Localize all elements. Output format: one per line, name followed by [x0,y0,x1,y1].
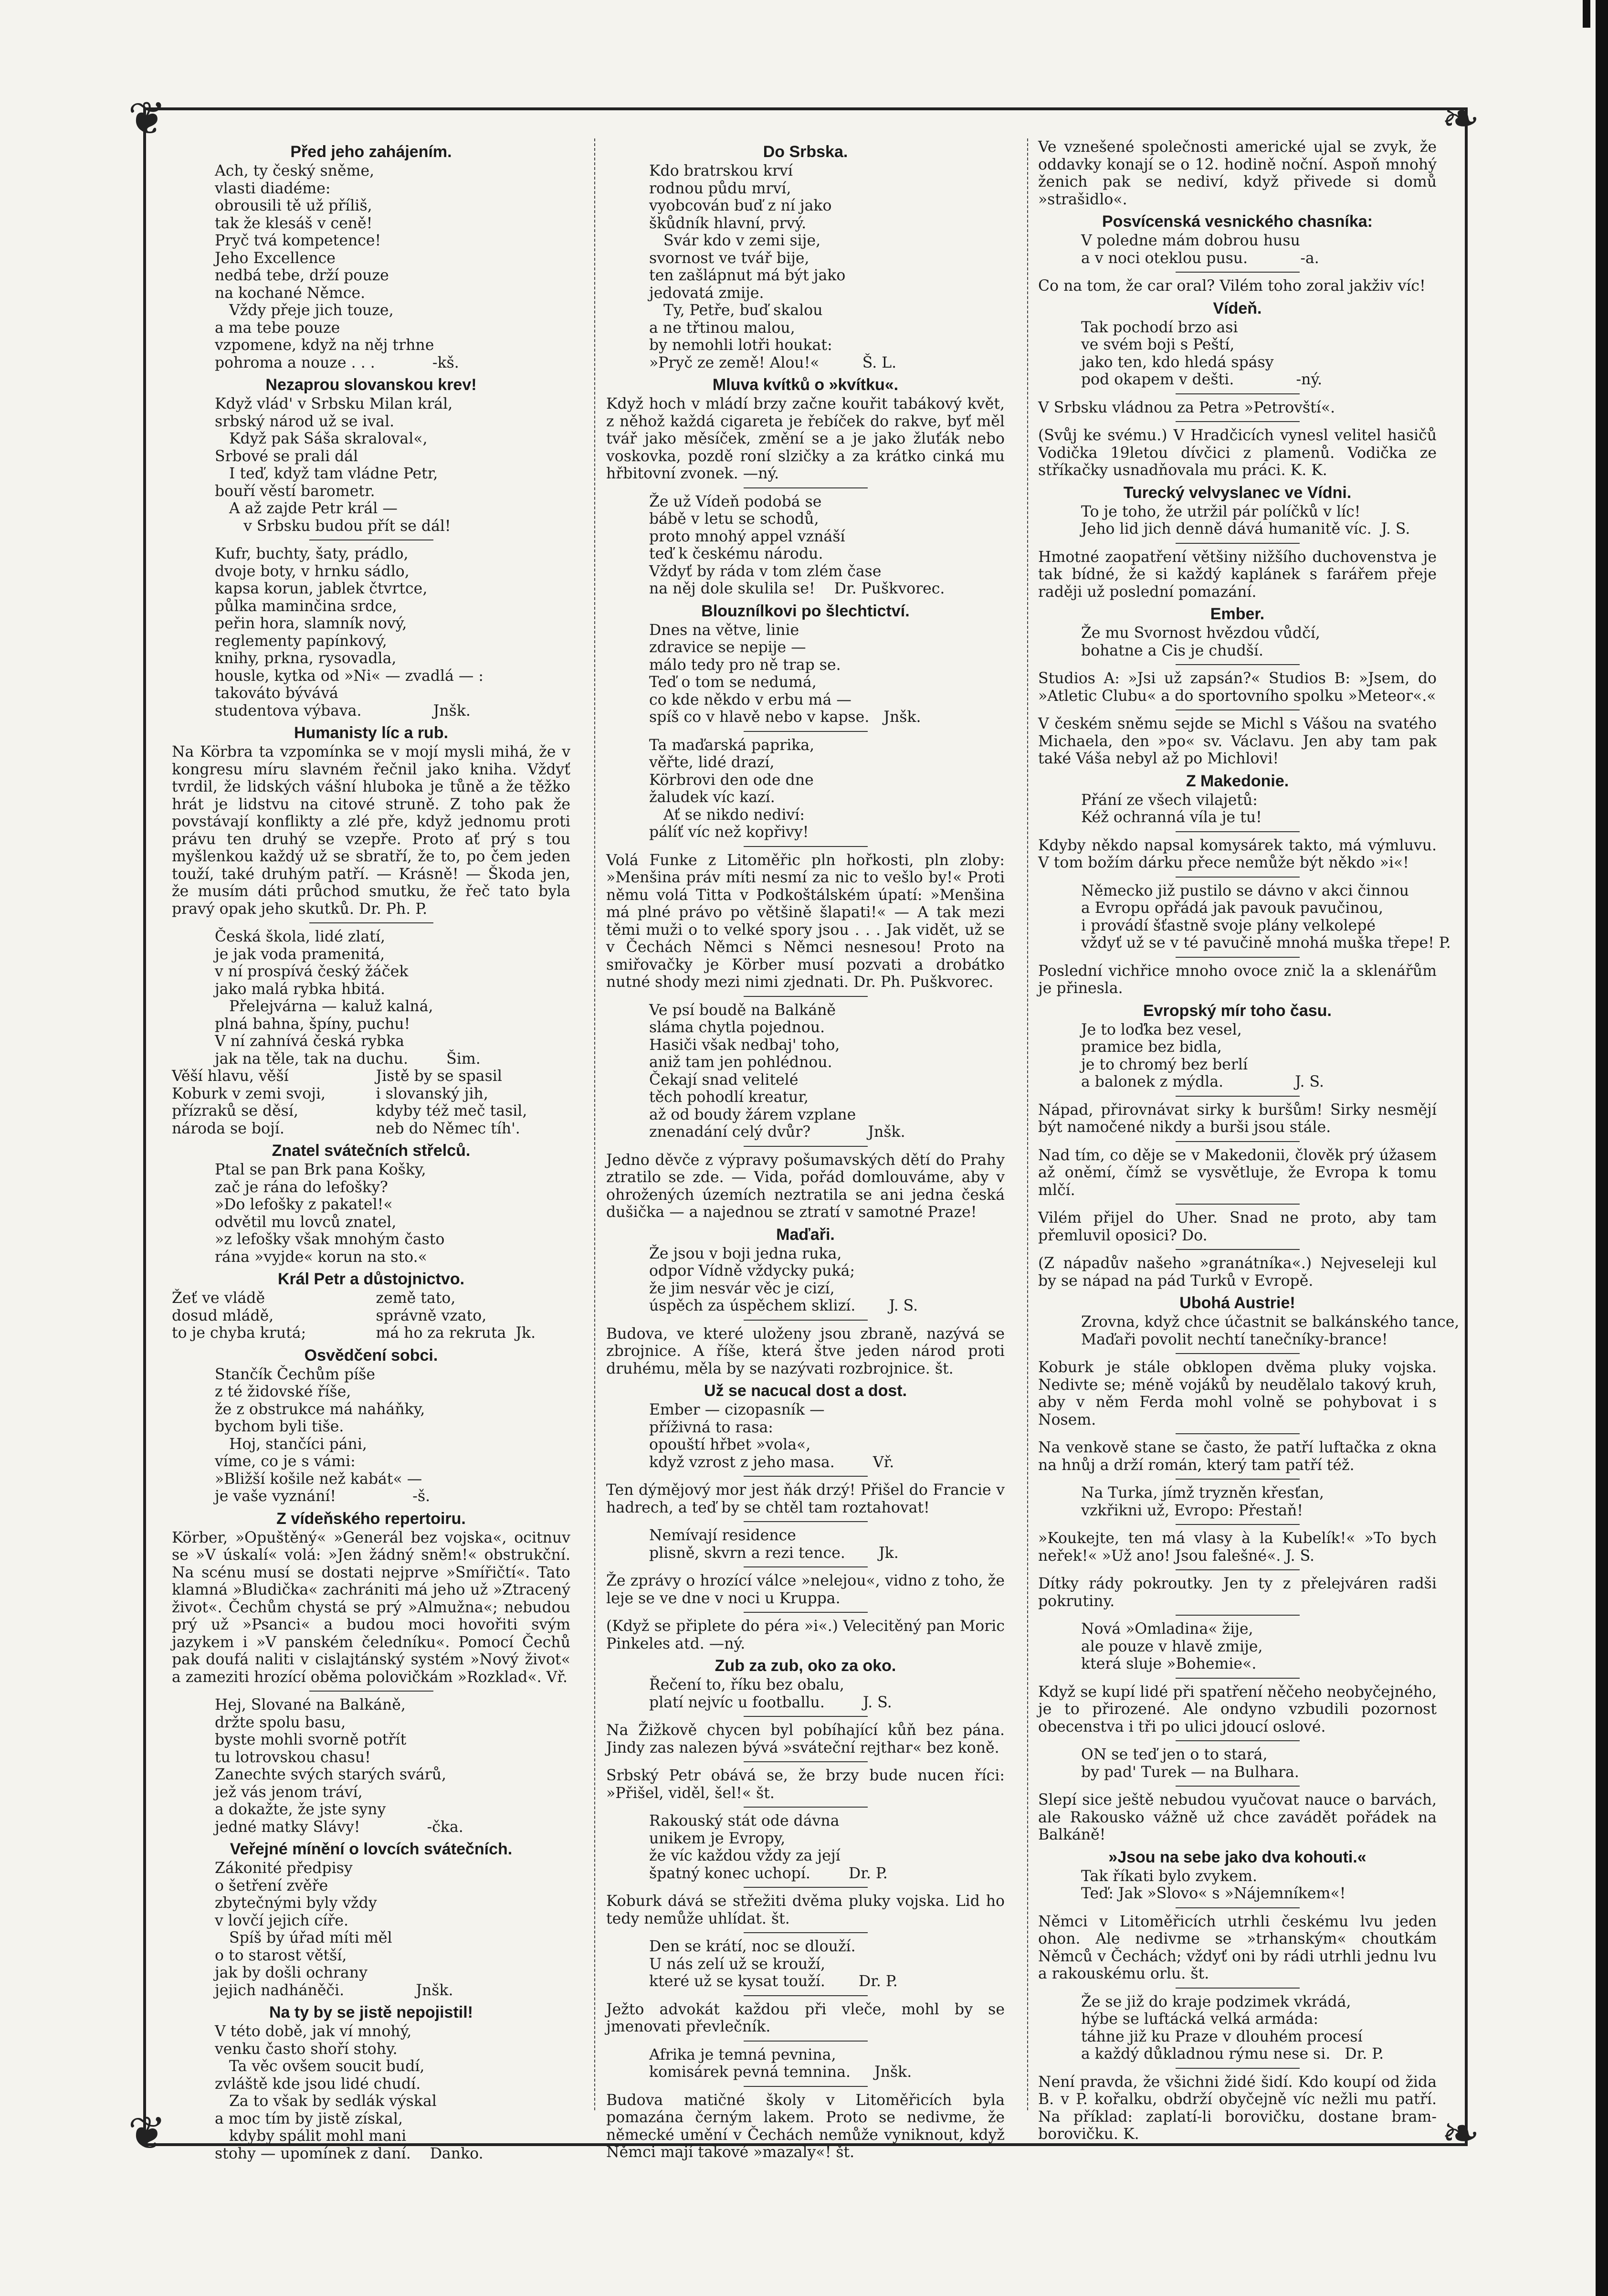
verse-block: Dnes na větve, linie zdravice se nepije — málo tedy pro ně trap se. Teď o tom se nedumá, co kde někdo v erbu má — spíš co v hlavě nebo v kapse. Jnšk. [649,621,921,726]
verse-block: Že už Vídeň podobá se bábě v letu se schodů, proto mnohý appel vznáší teď k českému národu. Vždyť by ráda v tom zlém čase na něj dole skulila se! Dr. Puškvorec. [649,493,945,597]
prose-paragraph: »Koukejte, ten má vlasy à la Kubelík!« »To bych neřek!« »Už ano! Jsou falešné«. J. S. [1038,1530,1437,1565]
separator-rule [1176,877,1300,878]
column-rule [594,138,595,2110]
verse-left: Žeť ve vládě dosud mládě, to je chyba krutá; [172,1290,306,1342]
article-heading: Humanisty líc a rub. [294,724,449,742]
prose-paragraph: Němci v Litoměřicích utrhli českému lvu jeden ohon. Ale nedivme se »trhanským« choutkám Němců v Čechách; vždyť oni by rádi utrhli jednu lvu a rakouskému orlu. št. [1038,1913,1437,1982]
prose-paragraph: Volá Funke z Litoměřic pln hořkosti, pln zloby: »Menšina práv míti nesmí za nic to vešlo by!« Proti němu volá Titta v Podkoštálském úpatí: »Menšina má plné právo po většině šlapati!« — A tak mezi těmi muži o to velké spory jsou . . . Jak vidět, už se v Čechách Němci s Němci nesnesou! Proto na smiřovačky je Körber musí pozvati a drobátko nutné shody mezi nimi zjednati. Dr. Ph. Puškvorec. [606,851,1005,991]
prose-paragraph: Hmotné zaopatření většiny nižšího duchovenstva je tak bídné, že si každý kaplánek s farářem přeje raději už poslední pomazání. [1038,548,1437,601]
separator-rule [744,1716,868,1717]
separator-rule [744,1146,868,1147]
article-heading: Mluva kvítků o »kvítku«. [712,376,899,394]
prose-paragraph: Budova, ve které uloženy jsou zbraně, nazývá se zbrojnice. A říše, která štve jeden národ proti druhému, měla by se nazývati rozbrojnice. št. [606,1325,1005,1377]
separator-rule [1176,709,1300,710]
separator-rule [1176,1204,1300,1205]
article-heading: Blouznílkovi po šlechtictví. [701,602,910,620]
verse-block: Že se již do kraje podzimek vkrádá, hýbe se luftácká velká armáda: táhne již ku Praze v dlouhém procesí a každý důkladnou rýmu nese si. Dr. P. [1081,1993,1384,2063]
prose-paragraph: Körber, »Opuštěný« »Generál bez vojska«, ocitnuv se »V úskalí« volá: »Jen žádný sněm!« obstrukční. Na scénu musí se dostati nejprve »Smířičtí«. Tato klamná »Bludička« zachrániti má jeho už »Ztracený život«. Čechům chystá se prý »Almužna«; nebudou prý už »Psanci« a budou moci hovořiti svým jazykem i »V panském čeledníku«. Pomocí Čechů pak doufá naliti v cislajtánský systém »Nový život« a zameziti hrozící oběma polovičkám »Rozklad«. Vř. [172,1529,570,1686]
column-rule [1027,138,1028,2110]
prose-paragraph: Na Körbra ta vzpomínka se v mojí mysli mihá, že v kongresu míru slavném řečnil jako kniha. Vždyť tvrdil, že lidských vášní hlubokа je tůně a že těžko hrát je lidstvu na citové struně. Z toho pak že povstávají konflikty a zlé pře, když jednomu proti právu ten druhý se vzepře. Proto ať prý s tou myšlenkou každý už se sbratří, že to, po čem jeden touží, také druhým patří. — Krásně! — Škoda jen, že musím dáti průchod smutku, že řeč tato byla pravý opak jeho skutků. Dr. Ph. P. [172,743,570,918]
article-heading: Už se nacucal dost a dost. [704,1382,907,1400]
verse-right: Jistě by se spasil i slovanský jih, kdyby též meč tasil, neb do Němec tíh'. [376,1068,527,1137]
prose-paragraph: Když se kupí lidé při spatření něčeho neobyčejného, je to přirozené. Ale ondyno vzbudili pozornost obecenstva i tři po ulici jdoucí oslové. [1038,1683,1437,1735]
article-heading: Zub za zub, oko za oko. [715,1657,896,1675]
prose-paragraph: Na venkově stane se často, že patří luftačka z okna na hnůj a drží román, který tam patří též. [1038,1439,1437,1474]
separator-rule [744,2041,868,2042]
verse-block: V poledne mám dobrou husu a v noci oteklou pusu. -a. [1081,232,1319,267]
article-heading: Vídeň. [1213,299,1262,317]
prose-paragraph: Že zprávy o hrozící válce »nelejou«, vidno z toho, že leje se ve dne v noci u Kruppa. [606,1572,1005,1607]
separator-rule [1176,2068,1300,2069]
verse-block: Když vlád' v Srbsku Milan král, srbský národ už se ival. Když pak Sáša skraloval«, Srbové se prali dál I teď, když tam vládne Petr, bouří věstí barometr. A až zajde Petr král — v Srbsku budou přít se dál! [215,395,453,535]
verse-block: To je toho, že utržil pár políčků v líc! Jeho lid jich denně dává humanitě víc. J. S. [1081,503,1410,538]
two-column-verse [172,1068,570,1137]
verse-left: Věší hlavu, věší Koburk v zemi svoji, přízraků se děsí, národa se bojí. [172,1068,326,1137]
prose-paragraph: Kdyby někdo napsal komysárek takto, má výmluvu. V tom božím dárku přece nemůže být někdo »i«! [1038,836,1437,871]
verse-block: Německo již pustilo se dávno v akci činnou a Evropu opřádá jak pavouk pavučinou, i provádí šťastně svoje plány velkolepé vždyť už se v té pavučině mnohá muška třepe! P. [1081,882,1451,952]
verse-block: Afrika je temná pevnina, komisárek pevná temnina. Jnšk. [649,2046,912,2081]
prose-paragraph: (Z nápadův našeho »granátníka«.) Nejveseleji kul by se nápad na pád Turků v Evropě. [1038,1255,1437,1290]
separator-rule [1176,1569,1300,1570]
prose-paragraph: Budova matičné školy v Litoměřicích byla pomazána černým lakem. Proto se nedivme, že německé umění v Čechách nemůže vyniknout, když Němci mají takové »mazaly«! št. [606,2091,1005,2161]
separator-rule [1176,1433,1300,1434]
separator-rule [1176,1524,1300,1525]
article-heading: Na ty by se jistě nepojistil! [269,2003,473,2021]
prose-paragraph: V českém sněmu sejde se Michl s Vášou na svatého Michaela, den »po« sv. Václavu. Jen aby tam pak také Váša nebyl až po Michlovi! [1038,715,1437,767]
verse-block: Zrovna, když chce účastnit se balkánského tance, Maďaři povolit nechtí tanečníky-brance! [1081,1313,1460,1348]
column-middle [606,138,1005,2161]
verse-block: Ptal se pan Brk pana Košky, zač je rána do lefošky? »Do lefošky z pakatel!« odvětil mu lovců znatel, »z lefošky však mnohým často rána »vyjde« korun na sto.« [215,1161,445,1266]
separator-rule [744,1612,868,1613]
separator-rule [1176,664,1300,665]
corner-ornament-icon: ❧ [1441,2106,1480,2160]
prose-paragraph: Nápad, přirovnávat sirky k buršům! Sirky nesmějí být namočené nikdy a burši jsou stále. [1038,1101,1437,1136]
separator-rule [1176,543,1300,544]
prose-paragraph: Na Žižkově chycen byl pobíhající kůň bez pána. Jindy zas nalezen bývá »sváteční rejthar« bez koně. [606,1722,1005,1756]
prose-paragraph: (Když se připlete do péra »i«.) Velecitěný pan Moric Pinkeles atd. —ný. [606,1618,1005,1652]
verse-block: Nemívají residence plisně, skvrn a rezi tence. Jk. [649,1527,899,1562]
verse-block: Přání ze všech vilajetů: Kéž ochranná víla je tu! [1081,791,1262,826]
article-heading: Znatel svátečních střelců. [272,1142,471,1160]
prose-paragraph: Poslední vichřice mnoho ovoce znič la a sklenářům je přinesla. [1038,962,1437,997]
prose-paragraph: Není pravda, že všichni židé šidí. Kdo koupí od žida B. v P. kořalku, obdrží obyčejně víc nežli mu patří. Na příklad: zaplatí-li borovičku, dostane bram-borovičku. K. [1038,2073,1437,2143]
article-heading: Ubohá Austrie! [1179,1294,1295,1312]
prose-paragraph: Co na tom, že car oral? Vilém toho zoral jakživ víc! [1038,277,1426,295]
separator-rule [1176,421,1300,422]
article-heading: Z Makedonie. [1186,772,1289,790]
separator-rule [744,1476,868,1477]
article-heading: Veřejné mínění o lovcích svátečních. [230,1840,513,1858]
verse-block: Tak říkati bylo zvykem. Teď: Jak »Slovo« s »Nájemníkem«! [1081,1867,1346,1902]
prose-paragraph: Jedno děvče z výpravy pošumavských dětí do Prahy ztratilo se zde. — Vida, pořád domlouváme, aby v ohrožených územích neztratila se ani jedna česká dušička — a najednou se ztratí v samotné Praze! [606,1151,1005,1221]
prose-paragraph: Srbský Petr obává se, že brzy bude nucen říci: »Přišel, viděl, šel!« št. [606,1767,1005,1802]
separator-rule [1176,1141,1300,1142]
article-heading: Evropský mír toho času. [1143,1001,1332,1020]
separator-rule [1176,1615,1300,1616]
corner-ornament-icon: ❦ [128,2106,167,2160]
separator-rule [744,996,868,997]
verse-block: Kdo bratrskou krví rodnou půdu mrví, vyobcován buď z ní jako škůdník hlavní, prvý. Svár kdo v zemi sije, svornost ve tvář bije, ten zašlápnut má být jako jedovatá zmije. Ty, Petře, buď skalou a ne třtinou malou, by nemohli lotři houkat: »Pryč ze země! Alou!« Š. L. [649,162,897,371]
two-column-verse [172,1290,570,1342]
verse-block: Hej, Slované na Balkáně, držte spolu basu, byste mohli svorně potřít tu lotrovskou chasu! Zanechte svých starých svárů, jež vás jenom tráví, a dokažte, že jste syny jedné matky Slávy! -čka. [215,1696,463,1836]
separator-rule [1176,1740,1300,1741]
separator-rule [744,487,868,488]
article-heading: Ember. [1210,605,1265,623]
article-heading: Maďaři. [776,1225,835,1244]
article-heading: Do Srbska. [763,143,848,161]
separator-rule [744,1566,868,1567]
separator-rule [744,846,868,847]
prose-paragraph: Ve vznešené společnosti americké ujal se zvyk, že oddavky konají se o 12. hodině noční. Aspoň mnohý ženich pak se nediví, když přivede si domů »strašidlo«. [1038,138,1437,208]
verse-block: Česká škola, lidé zlatí, je jak voda pramenitá, v ní prospívá český žáček jako malá rybka hbitá. Přelejvárna — kaluž kalná, plná bahna, špíny, puchu! V ní zahnívá česká rybka jak na těle, tak na duchu. Šim. [215,928,481,1068]
prose-paragraph: Studios A: »Jsi už zapsán?« Studios B: »Jsem, do »Atletic Clubu« a do sportovního spolku »Meteor«.« [1038,670,1437,705]
prose-paragraph: V Srbsku vládnou za Petra »Petrovští«. [1038,399,1335,416]
article-heading: Posvícenská vesnického chasníka: [1102,212,1373,231]
prose-paragraph: Dítky rády pokroutky. Jen ty z přelejváren radši pokrutiny. [1038,1575,1437,1610]
separator-rule [744,1995,868,1996]
verse-block: Den se krátí, noc se dlouží. U nás zelí už se krouží, které už se kysat touží. Dr. P. [649,1938,898,1990]
separator-rule [1176,1786,1300,1787]
scan-edge [1596,0,1608,2296]
separator-rule [1176,831,1300,832]
verse-block: Zákonité předpisy o šetření zvěře zbytečnými byly vždy v lovčí jejich cíře. Spíš by úřad míti měl o to starost větší, jak by došli ochrany jejich nadháněči. Jnšk. [215,1860,453,1999]
prose-paragraph: Když hoch v mládí brzy začne kouřit tabákový květ, z něhož každá cigareta je řebíček do rakve, byť měl tvář jako měsíček, změní se a je jako žluťák nebo voskovka, pozdě roní slzičky a za krátko cinká mu hřbitovní zvonek. —ný. [606,395,1005,482]
separator-rule [1176,272,1300,273]
verse-block: Řečení to, říku bez obalu, platí nejvíc u footballu. J. S. [649,1676,892,1711]
verse-block: V této době, jak ví mnohý, venku často shoří stohy. Ta věc ovšem soucit budí, zvláště kde jsou lidé chudí. Za to však by sedlák výskal a moc tím by jistě získal, kdyby spálit mohl mani stohy — upomínek z daní. Danko. [215,2023,483,2162]
corner-ornament-icon: ❦ [128,92,167,145]
article-heading: Před jeho zahájením. [290,143,452,161]
article-heading: Z vídeňského repertoiru. [276,1509,466,1528]
separator-rule [744,1521,868,1522]
separator-rule [309,922,433,923]
verse-block: Tak pochodí brzo asi ve svém boji s Peští, jako ten, kdo hledá spásy pod okapem v dešti. -ný. [1081,318,1323,388]
prose-paragraph: (Svůj ke svému.) V Hradčicích vynesl velitel hasičů Vodička 19letou dívčici z plamenů. Vodička ze stříkačky usnadňovala mu práci. K. K. [1038,427,1437,479]
separator-rule [744,1320,868,1321]
article-heading: Turecký velvyslanec ve Vídni. [1123,483,1352,502]
verse-block: Je to loďka bez vesel, pramice bez bidla, je to chromý bez berlí a balonek z mýdla. J. S. [1081,1021,1324,1090]
article-heading: Král Petr a důstojnictvo. [277,1270,465,1288]
separator-rule [744,1761,868,1762]
prose-paragraph: Ten dýmějový mor jest ňák drzý! Přišel do Francie v hadrech, a teď by se chtěl tam roztahovat! [606,1481,1005,1516]
column-right [1038,138,1460,2143]
verse-block: Že jsou v boji jedna ruka, odpor Vídně vždycky puká; že jim nesvár věc je cizí, úspěch za úspěchem sklizí. J. S. [649,1245,918,1314]
verse-block: Ve psí boudě na Balkáně sláma chytla pojednou. Hasiči však nedbaj' toho, aniž tam jen pohlédnou. Čekají snad velitelé těch pohodlí kreatur, až od boudy žárem vzplane znenadání celý dvůr? Jnšk. [649,1001,905,1141]
separator-rule [744,1932,868,1933]
article-heading: »Jsou na sebe jako dva kohouti.« [1108,1848,1366,1866]
separator-rule [1176,1353,1300,1354]
separator-rule [1176,393,1300,394]
verse-block: Ach, ty český sněme, vlasti diadéme: obrousili tě už příliš, tak že klesáš v ceně! Pryč tvá kompetence! Jeho Excellence nedbá tebe, drží pouze na kochané Němce. Vždy přeje jich touze, a mа tebe pouze vzpomene, když na něj trhne pohroma a nouze . . . -kš. [215,162,459,371]
separator-rule [744,1887,868,1888]
verse-block: ON se teď jen o to stará, by pad' Turek — na Bulhara. [1081,1746,1299,1781]
separator-rule [1176,1249,1300,1250]
verse-block: Rakouský stát ode dávna unikem je Evropy, že víc každou vždy za její špatný konec uchopí. Dr. P. [649,1812,888,1882]
verse-right: země tato, správně vzato, má ho za rekruta Jk. [376,1290,536,1342]
separator-rule [744,731,868,732]
article-heading: Osvědčení sobci. [304,1346,438,1365]
separator-rule [1176,1479,1300,1480]
corner-ornament-icon: ❧ [1441,92,1480,145]
separator-rule [1176,1907,1300,1908]
scan-mark [1583,0,1590,28]
verse-block: Nová »Omladina« žije, ale pouze v hlavě zmije, která sluje »Bohemie«. [1081,1620,1263,1672]
separator-rule [1176,957,1300,958]
separator-rule [309,1691,433,1692]
prose-paragraph: Ježto advokát každou při vlečе, mohl by se jmenovati převlečník. [606,2000,1005,2035]
separator-rule [1176,1678,1300,1679]
verse-block: Ember — cizopasník — příživná to rasa: opouští hřbet »vola«, když vzrost z jeho masa. Vř. [649,1401,894,1471]
separator-rule [1176,1096,1300,1097]
article-heading: Nezaprou slovanskou krev! [265,376,477,394]
verse-block: Stančík Čechům píše z té židovské říše, že z obstrukce má naháňky, bychom byli tiše. Hoj, stančíci páni, víme, co je s vámi: »Bližší košile než kabát« — je vaše vyznání! -š. [215,1365,431,1505]
separator-rule [744,1807,868,1808]
prose-paragraph: Koburk dává se střežiti dvěma pluky vojska. Lid ho tedy nemůže uhlídat. št. [606,1893,1005,1927]
verse-block: Že mu Svornost hvězdou vůdčí, bohatne a Cis je chudší. [1081,624,1320,659]
separator-rule [1176,1988,1300,1989]
verse-block: Na Turka, jímž tryzněn křesťan, vzkřikni už, Evropo: Přestaň! [1081,1484,1324,1519]
prose-paragraph: Slepí sice ještě nebudou vyučovat nauce o barvách, ale Rakousko vážně už chce zavádět pořádek na Balkáně! [1038,1791,1437,1843]
verse-block: Ta maďarská paprika, věřte, lidé drazí, Körbrovi den ode dne žaludek víc kazí. Ať se nikdo nediví: pálíť víc než kopřivy! [649,736,815,841]
verse-block: Kufr, buchty, šaty, prádlo, dvoje boty, v hrnku sádlo, kapsa korun, jablek čtvrtce, půlka maminčina srdce, peřin hora, slamník nový, reglementy papínkový, knihy, prkna, rysovadla, housle, kytka od »Ni« — zvadlá — : takováto bývává studentova výbava. Jnšk. [215,545,484,719]
prose-paragraph: Nad tím, co děje se v Makedonii, člověk prý úžasem až oněmí, čímž se vysvětluje, že Evropa k tomu mlčí. [1038,1146,1437,1199]
prose-paragraph: Vilém přijel do Uher. Snad ne proto, aby tam přemluvil oposici? Do. [1038,1209,1437,1244]
prose-paragraph: Koburk je stále obklopen dvěma pluky vojska. Nedivte se; méně vojáků by neudělalo takový kruh, aby v něm Ferda mohl volně se pohybovat i s Nosem. [1038,1359,1437,1428]
separator-rule [744,2086,868,2087]
column-left [172,138,570,2162]
